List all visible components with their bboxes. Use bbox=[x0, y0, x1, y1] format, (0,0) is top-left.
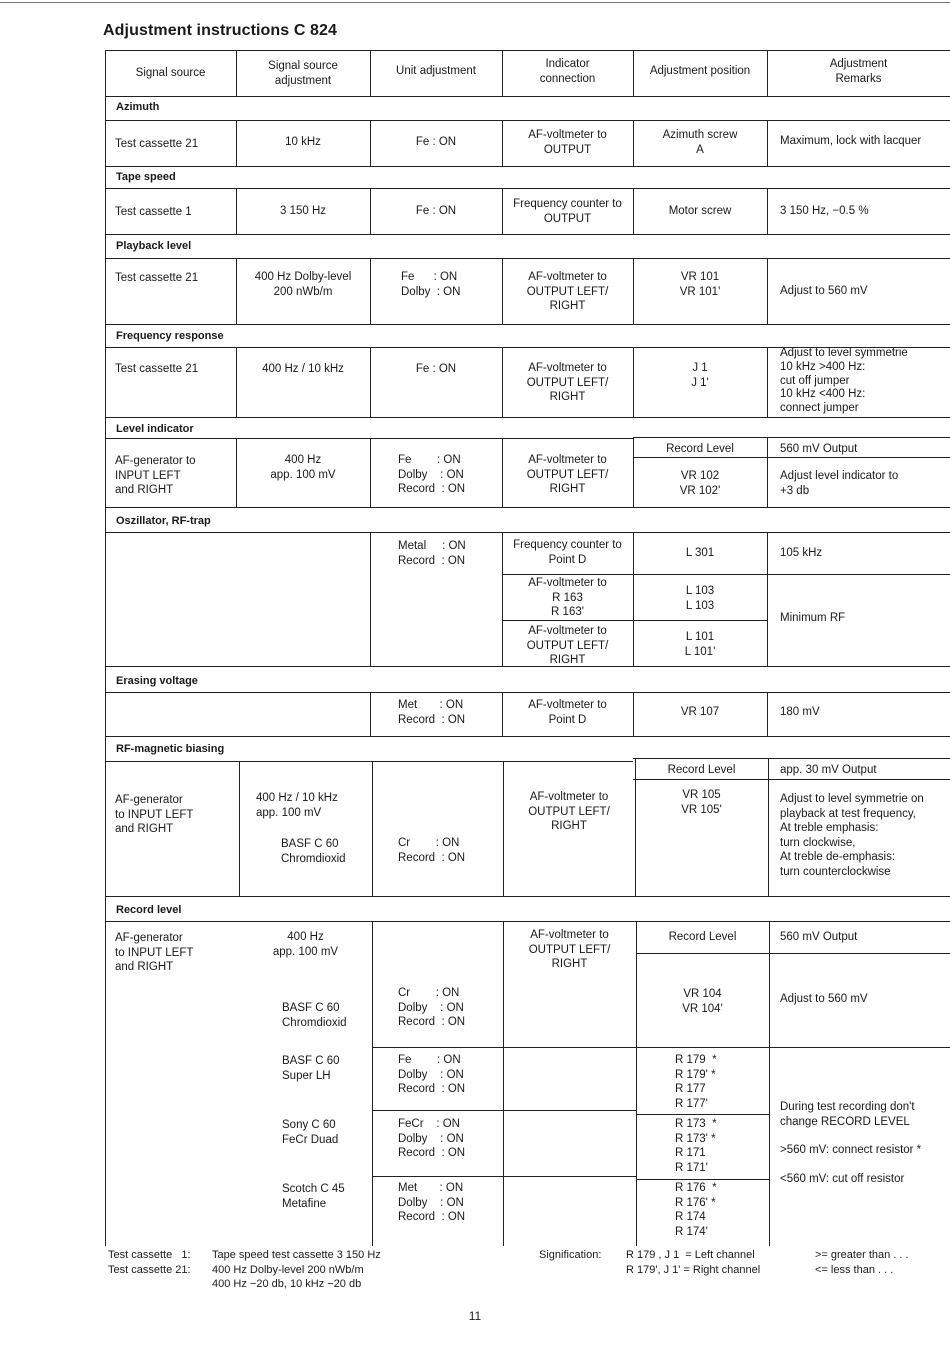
rec-remarks-lt: <560 mV: cut off resistor bbox=[780, 1173, 905, 1185]
rec-tape-4-name: Scotch C 45 Metafine bbox=[282, 1183, 345, 1210]
adjustment-table bbox=[105, 50, 950, 1246]
footer-symbols: >= greater than . . . <= less than . . . bbox=[815, 1249, 909, 1276]
rule bbox=[105, 896, 950, 897]
rec-remarks-top: 560 mV Output bbox=[780, 931, 858, 943]
rule bbox=[105, 324, 950, 325]
rule bbox=[105, 666, 950, 667]
rule bbox=[105, 736, 950, 737]
rec-tape-4-unit: Met : ON Dolby : ON Record : ON bbox=[398, 1182, 466, 1224]
tape-speed-position: Motor screw bbox=[668, 205, 732, 217]
osc-remarks-1: 105 kHz bbox=[780, 547, 823, 559]
footer-signification-values: R 179 , J 1 = Left channel R 179', J 1' = Right channel bbox=[626, 1249, 761, 1276]
osc-unit: Metal : ON Record : ON bbox=[398, 540, 466, 567]
rf-position-top: Record Level bbox=[667, 764, 736, 776]
rule bbox=[502, 574, 950, 575]
rule bbox=[636, 1114, 769, 1115]
rec-indicator: AF-voltmeter to OUTPUT LEFT/ RIGHT bbox=[528, 929, 611, 971]
rf-src-adj-2: BASF C 60 Chromdioxid bbox=[281, 838, 346, 865]
osc-remarks-min: Minimum RF bbox=[780, 612, 846, 624]
rec-tape-3-unit: FeCr : ON Dolby : ON Record : ON bbox=[398, 1118, 466, 1160]
rule bbox=[105, 50, 106, 1246]
rule bbox=[636, 1179, 769, 1180]
rf-remarks: Adjust to level symmetrie on playback at test frequency, At treble emphasis: turn clockwise, At treble de-emphasis: turn counterclockwise bbox=[780, 793, 924, 878]
tape-speed-source: Test cassette 1 bbox=[115, 206, 192, 218]
rule bbox=[105, 96, 950, 97]
rec-remarks-gt: >560 mV: connect resistor * bbox=[780, 1144, 922, 1156]
rf-unit: Cr : ON Record : ON bbox=[398, 837, 466, 864]
section-rf-biasing: RF-magnetic biasing bbox=[116, 743, 225, 755]
rule bbox=[105, 507, 950, 508]
header-indicator-connection: Indicator connection bbox=[539, 58, 596, 85]
azimuth-remarks: Maximum, lock with lacquer bbox=[780, 135, 922, 147]
erase-unit: Met : ON Record : ON bbox=[398, 699, 466, 726]
freq-unit: Fe : ON bbox=[415, 363, 457, 375]
rule bbox=[767, 692, 768, 736]
rule bbox=[767, 347, 768, 417]
rec-tape-2-position: R 179 * R 179' * R 177 R 177' bbox=[675, 1054, 717, 1110]
rule bbox=[636, 953, 950, 954]
footer-test-cassette-values: Tape speed test cassette 3 150 Hz 400 Hz Dolby-level 200 nWb/m 400 Hz −20 db, 10 kHz −20 db bbox=[212, 1249, 381, 1290]
rec-tape-1-position: VR 104 VR 104' bbox=[682, 988, 723, 1015]
section-record-level: Record level bbox=[116, 904, 182, 916]
rule bbox=[370, 258, 371, 324]
rec-source: AF-generator to INPUT LEFT and RIGHT bbox=[115, 932, 194, 974]
rule bbox=[767, 437, 768, 507]
azimuth-source: Test cassette 21 bbox=[115, 138, 199, 150]
freq-remarks: Adjust to level symmetrie 10 kHz >400 Hz: cut off jumper 10 kHz <400 Hz: connect jumper bbox=[780, 347, 908, 415]
header-adjustment-position: Adjustment position bbox=[649, 65, 751, 77]
rule bbox=[372, 1110, 636, 1111]
rule bbox=[105, 921, 950, 922]
erase-position: VR 107 bbox=[680, 706, 720, 718]
rule bbox=[633, 437, 950, 438]
azimuth-position: Azimuth screw A bbox=[662, 129, 738, 156]
page-number: 11 bbox=[468, 1309, 482, 1323]
section-azimuth: Azimuth bbox=[116, 101, 160, 113]
azimuth-indicator: AF-voltmeter to OUTPUT bbox=[528, 129, 607, 156]
rule bbox=[105, 120, 950, 121]
rule bbox=[105, 166, 950, 167]
rf-src-adj-1: 400 Hz / 10 kHz app. 100 mV bbox=[256, 792, 338, 819]
rule bbox=[767, 532, 768, 666]
page-title: Adjustment instructions C 824 bbox=[103, 22, 338, 39]
tape-speed-indicator: Frequency counter to OUTPUT bbox=[513, 198, 622, 225]
rule bbox=[635, 758, 636, 896]
erase-remarks: 180 mV bbox=[780, 706, 820, 718]
osc-indicator-3: AF-voltmeter to OUTPUT LEFT/ RIGHT bbox=[526, 625, 609, 667]
rec-tape-2-unit: Fe : ON Dolby : ON Record : ON bbox=[398, 1054, 466, 1096]
section-tape-speed: Tape speed bbox=[116, 171, 176, 183]
osc-position-3: L 101 L 101' bbox=[684, 631, 716, 658]
rule bbox=[105, 417, 950, 418]
osc-position-2: L 103 L 103 bbox=[685, 585, 715, 612]
tape-speed-remarks: 3 150 Hz, −0.5 % bbox=[780, 205, 869, 217]
playback-indicator: AF-voltmeter to OUTPUT LEFT/ RIGHT bbox=[526, 271, 609, 313]
rule bbox=[372, 1047, 950, 1048]
level-unit: Fe : ON Dolby : ON Record : ON bbox=[398, 454, 466, 496]
rule bbox=[370, 692, 371, 736]
rule bbox=[105, 50, 950, 51]
rule bbox=[105, 761, 633, 762]
footer-signification-label: Signification: bbox=[539, 1249, 602, 1261]
azimuth-unit: Fe : ON bbox=[415, 136, 457, 148]
freq-src-adj: 400 Hz / 10 kHz bbox=[262, 363, 344, 375]
rule bbox=[372, 1176, 636, 1177]
rule bbox=[105, 188, 950, 189]
rule bbox=[105, 532, 950, 533]
rule bbox=[236, 347, 237, 417]
rec-tape-1-name: BASF C 60 Chromdioxid bbox=[282, 1002, 347, 1029]
section-playback-level: Playback level bbox=[116, 240, 192, 252]
rule bbox=[370, 438, 371, 507]
level-indicator-conn: AF-voltmeter to OUTPUT LEFT/ RIGHT bbox=[526, 454, 609, 496]
freq-indicator: AF-voltmeter to OUTPUT LEFT/ RIGHT bbox=[526, 362, 609, 404]
rf-remarks-top: app. 30 mV Output bbox=[780, 764, 877, 776]
osc-indicator-2: AF-voltmeter to R 163 R 163' bbox=[528, 577, 607, 619]
rule bbox=[105, 234, 950, 235]
rule bbox=[105, 438, 633, 439]
rule bbox=[370, 532, 371, 666]
rule bbox=[633, 758, 950, 759]
rec-remarks-adjust: Adjust to 560 mV bbox=[780, 993, 868, 1005]
erase-indicator: AF-voltmeter to Point D bbox=[528, 699, 607, 726]
section-oscillator: Oszillator, RF-trap bbox=[116, 515, 211, 527]
level-position: VR 102 VR 102' bbox=[679, 470, 721, 497]
rec-tape-3-position: R 173 * R 173' * R 171 R 171' bbox=[675, 1118, 717, 1174]
rec-tape-1-unit: Cr : ON Dolby : ON Record : ON bbox=[398, 987, 466, 1029]
rule bbox=[372, 761, 373, 896]
rf-indicator: AF-voltmeter to OUTPUT LEFT/ RIGHT bbox=[528, 791, 610, 833]
rec-remarks-during: During test recording don't change RECORD LEVEL bbox=[780, 1101, 915, 1128]
rule bbox=[767, 120, 768, 166]
rf-position: VR 105 VR 105' bbox=[681, 789, 722, 816]
rule bbox=[105, 692, 950, 693]
rule bbox=[372, 921, 373, 1246]
rule bbox=[633, 457, 950, 458]
footer-test-cassette-labels: Test cassette 1: Test cassette 21: bbox=[108, 1249, 191, 1276]
tape-speed-unit: Fe : ON bbox=[415, 205, 457, 217]
osc-position-1: L 301 bbox=[685, 547, 715, 559]
rule bbox=[636, 921, 637, 1246]
rule bbox=[502, 620, 767, 621]
rec-tape-2-name: BASF C 60 Super LH bbox=[282, 1055, 340, 1082]
header-adjustment-remarks: Adjustment Remarks bbox=[829, 58, 888, 85]
rule bbox=[370, 347, 371, 417]
rec-tape-3-name: Sony C 60 FeCr Duad bbox=[282, 1119, 339, 1146]
rule bbox=[767, 188, 768, 234]
rule bbox=[769, 921, 770, 1246]
level-src-adj: 400 Hz app. 100 mV bbox=[270, 454, 336, 481]
playback-remarks: Adjust to 560 mV bbox=[780, 285, 868, 297]
section-erasing-voltage: Erasing voltage bbox=[116, 675, 198, 687]
top-rule bbox=[0, 2, 950, 3]
osc-indicator-1: Frequency counter to Point D bbox=[513, 539, 622, 566]
playback-unit: Fe : ON Dolby : ON bbox=[401, 271, 461, 298]
freq-source: Test cassette 21 bbox=[115, 363, 199, 375]
header-unit-adjustment: Unit adjustment bbox=[396, 65, 476, 77]
rule bbox=[105, 258, 950, 259]
rule bbox=[767, 258, 768, 324]
azimuth-src-adj: 10 kHz bbox=[285, 136, 321, 148]
rf-source: AF-generator to INPUT LEFT and RIGHT bbox=[115, 794, 194, 836]
tape-speed-src-adj: 3 150 Hz bbox=[279, 205, 327, 217]
playback-position: VR 101 VR 101' bbox=[679, 271, 721, 298]
rec-src-adj: 400 Hz app. 100 mV bbox=[272, 931, 339, 958]
section-level-indicator: Level indicator bbox=[116, 423, 194, 435]
header-signal-source: Signal source bbox=[135, 67, 206, 79]
header-signal-source-adjustment: Signal source adjustment bbox=[268, 60, 338, 87]
rule bbox=[633, 779, 950, 780]
level-position-top: Record Level bbox=[666, 443, 734, 455]
playback-src-adj: 400 Hz Dolby-level 200 nWb/m bbox=[254, 271, 352, 298]
rule bbox=[239, 761, 240, 896]
playback-source: Test cassette 21 bbox=[115, 272, 199, 284]
level-remarks-top: 560 mV Output bbox=[780, 443, 858, 455]
freq-position: J 1 J 1' bbox=[691, 362, 709, 389]
rule bbox=[768, 758, 769, 896]
level-source: AF-generator to INPUT LEFT and RIGHT bbox=[115, 455, 196, 497]
rec-tape-4-position: R 176 * R 176' * R 174 R 174' bbox=[675, 1182, 717, 1238]
level-remarks: Adjust level indicator to +3 db bbox=[780, 470, 899, 497]
section-frequency-response: Frequency response bbox=[116, 330, 224, 342]
rec-position-top: Record Level bbox=[668, 931, 737, 943]
